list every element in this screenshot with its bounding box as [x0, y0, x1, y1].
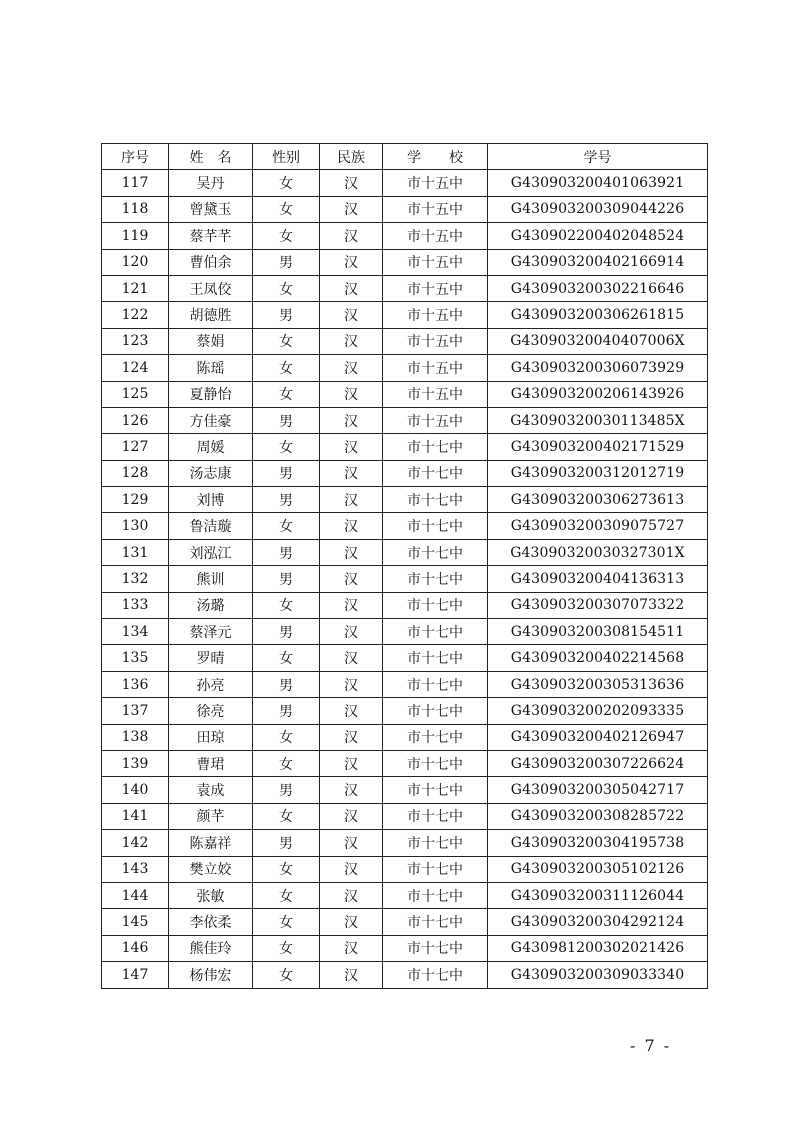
table-row: [102, 619, 708, 645]
cell-student-id: G430903200309075727: [488, 513, 708, 539]
cell-ethnicity: 汉: [320, 381, 383, 407]
cell-seq: 135: [102, 645, 169, 671]
cell-seq: 137: [102, 698, 169, 724]
cell-student-id: G43090320030113485X: [488, 407, 708, 433]
cell-student-id: G430903200304195738: [488, 830, 708, 856]
cell-ethnicity: 汉: [320, 698, 383, 724]
cell-seq: 142: [102, 830, 169, 856]
table-row: [102, 302, 708, 328]
cell-gender: 男: [253, 671, 320, 697]
cell-seq: 144: [102, 882, 169, 908]
cell-ethnicity: 汉: [320, 830, 383, 856]
cell-seq: 134: [102, 619, 169, 645]
cell-student-id: G430903200311126044: [488, 882, 708, 908]
cell-name: 蔡芊芊: [169, 223, 253, 249]
cell-student-id: G430903200308285722: [488, 803, 708, 829]
table-row: [102, 750, 708, 776]
cell-seq: 120: [102, 249, 169, 275]
cell-name: 李依柔: [169, 909, 253, 935]
cell-gender: 女: [253, 170, 320, 196]
cell-gender: 女: [253, 909, 320, 935]
cell-name: 蔡泽元: [169, 619, 253, 645]
cell-ethnicity: 汉: [320, 275, 383, 301]
cell-gender: 女: [253, 223, 320, 249]
table-row: [102, 566, 708, 592]
cell-ethnicity: 汉: [320, 170, 383, 196]
cell-ethnicity: 汉: [320, 566, 383, 592]
cell-gender: 女: [253, 750, 320, 776]
cell-seq: 132: [102, 566, 169, 592]
cell-school: 市十七中: [383, 434, 488, 460]
table-row: [102, 539, 708, 565]
table-row: [102, 328, 708, 354]
cell-student-id: G430903200402126947: [488, 724, 708, 750]
cell-seq: 127: [102, 434, 169, 460]
cell-gender: 女: [253, 724, 320, 750]
cell-school: 市十七中: [383, 856, 488, 882]
cell-seq: 141: [102, 803, 169, 829]
cell-school: 市十七中: [383, 619, 488, 645]
table-row: [102, 645, 708, 671]
cell-school: 市十七中: [383, 882, 488, 908]
cell-ethnicity: 汉: [320, 724, 383, 750]
cell-school: 市十七中: [383, 460, 488, 486]
cell-seq: 130: [102, 513, 169, 539]
cell-ethnicity: 汉: [320, 909, 383, 935]
page-number: - 7 -: [630, 1036, 672, 1055]
cell-name: 王凤佼: [169, 275, 253, 301]
table-row: [102, 487, 708, 513]
cell-ethnicity: 汉: [320, 302, 383, 328]
table-row: [102, 935, 708, 961]
cell-ethnicity: 汉: [320, 645, 383, 671]
table-row: [102, 592, 708, 618]
cell-school: 市十七中: [383, 935, 488, 961]
table-row: [102, 803, 708, 829]
cell-seq: 121: [102, 275, 169, 301]
cell-gender: 男: [253, 460, 320, 486]
cell-ethnicity: 汉: [320, 803, 383, 829]
cell-school: 市十七中: [383, 777, 488, 803]
cell-name: 曹珺: [169, 750, 253, 776]
cell-seq: 119: [102, 223, 169, 249]
table-header: [102, 144, 708, 170]
table-body: [102, 170, 708, 988]
cell-seq: 147: [102, 962, 169, 988]
table-row: [102, 962, 708, 988]
cell-name: 刘博: [169, 487, 253, 513]
cell-student-id: G430903200401063921: [488, 170, 708, 196]
cell-seq: 129: [102, 487, 169, 513]
table-row: [102, 196, 708, 222]
cell-ethnicity: 汉: [320, 487, 383, 513]
cell-gender: 男: [253, 302, 320, 328]
student-table: [101, 143, 708, 989]
cell-school: 市十七中: [383, 645, 488, 671]
table-row: [102, 882, 708, 908]
cell-student-id: G430903200305042717: [488, 777, 708, 803]
cell-gender: 女: [253, 935, 320, 961]
cell-student-id: G430903200305102126: [488, 856, 708, 882]
cell-name: 袁成: [169, 777, 253, 803]
cell-school: 市十五中: [383, 407, 488, 433]
cell-name: 鲁洁璇: [169, 513, 253, 539]
cell-ethnicity: 汉: [320, 777, 383, 803]
cell-gender: 男: [253, 487, 320, 513]
cell-ethnicity: 汉: [320, 856, 383, 882]
cell-name: 汤志康: [169, 460, 253, 486]
cell-student-id: G430903200308154511: [488, 619, 708, 645]
cell-school: 市十七中: [383, 803, 488, 829]
cell-seq: 128: [102, 460, 169, 486]
cell-student-id: G430903200312012719: [488, 460, 708, 486]
cell-name: 田琼: [169, 724, 253, 750]
cell-ethnicity: 汉: [320, 882, 383, 908]
cell-gender: 女: [253, 803, 320, 829]
cell-school: 市十五中: [383, 302, 488, 328]
cell-seq: 140: [102, 777, 169, 803]
table-row: [102, 777, 708, 803]
cell-gender: 女: [253, 592, 320, 618]
cell-name: 胡德胜: [169, 302, 253, 328]
cell-name: 蔡娟: [169, 328, 253, 354]
cell-seq: 126: [102, 407, 169, 433]
cell-school: 市十七中: [383, 909, 488, 935]
cell-name: 罗晴: [169, 645, 253, 671]
table-row: [102, 381, 708, 407]
cell-seq: 136: [102, 671, 169, 697]
cell-name: 樊立姣: [169, 856, 253, 882]
cell-seq: 125: [102, 381, 169, 407]
cell-student-id: G430903200404136313: [488, 566, 708, 592]
cell-name: 熊佳玲: [169, 935, 253, 961]
cell-school: 市十七中: [383, 487, 488, 513]
cell-seq: 139: [102, 750, 169, 776]
cell-school: 市十五中: [383, 223, 488, 249]
cell-seq: 117: [102, 170, 169, 196]
cell-ethnicity: 汉: [320, 460, 383, 486]
cell-school: 市十七中: [383, 750, 488, 776]
table-row: [102, 434, 708, 460]
cell-seq: 123: [102, 328, 169, 354]
cell-name: 曹伯余: [169, 249, 253, 275]
cell-gender: 男: [253, 566, 320, 592]
cell-seq: 131: [102, 539, 169, 565]
header-student-id: 学号: [488, 144, 708, 170]
cell-school: 市十七中: [383, 566, 488, 592]
cell-student-id: G430903200402166914: [488, 249, 708, 275]
table-row: [102, 170, 708, 196]
cell-gender: 男: [253, 619, 320, 645]
cell-gender: 女: [253, 882, 320, 908]
cell-student-id: G430903200307073322: [488, 592, 708, 618]
cell-ethnicity: 汉: [320, 619, 383, 645]
table-row: [102, 275, 708, 301]
cell-name: 刘泓江: [169, 539, 253, 565]
cell-ethnicity: 汉: [320, 434, 383, 460]
header-school: 学 校: [383, 144, 488, 170]
cell-school: 市十七中: [383, 671, 488, 697]
cell-gender: 女: [253, 275, 320, 301]
cell-name: 颜芊: [169, 803, 253, 829]
cell-student-id: G430903200306273613: [488, 487, 708, 513]
table-row: [102, 671, 708, 697]
table-row: [102, 513, 708, 539]
cell-seq: 143: [102, 856, 169, 882]
header-seq: 序号: [102, 144, 169, 170]
cell-name: 夏静怡: [169, 381, 253, 407]
cell-gender: 男: [253, 698, 320, 724]
table-row: [102, 698, 708, 724]
cell-gender: 女: [253, 645, 320, 671]
header-ethnicity: 民族: [320, 144, 383, 170]
cell-ethnicity: 汉: [320, 513, 383, 539]
cell-student-id: G430981200302021426: [488, 935, 708, 961]
cell-student-id: G430902200402048524: [488, 223, 708, 249]
cell-school: 市十五中: [383, 170, 488, 196]
cell-student-id: G430903200202093335: [488, 698, 708, 724]
cell-name: 孙亮: [169, 671, 253, 697]
cell-gender: 男: [253, 407, 320, 433]
cell-school: 市十五中: [383, 328, 488, 354]
cell-name: 方佳豪: [169, 407, 253, 433]
cell-school: 市十五中: [383, 381, 488, 407]
cell-student-id: G430903200307226624: [488, 750, 708, 776]
cell-student-id: G43090320030327301X: [488, 539, 708, 565]
table-row: [102, 856, 708, 882]
cell-ethnicity: 汉: [320, 962, 383, 988]
cell-ethnicity: 汉: [320, 935, 383, 961]
cell-ethnicity: 汉: [320, 223, 383, 249]
student-roster: [101, 143, 701, 989]
cell-name: 吴丹: [169, 170, 253, 196]
cell-name: 陈瑶: [169, 355, 253, 381]
table-row: [102, 249, 708, 275]
cell-student-id: G430903200309033340: [488, 962, 708, 988]
cell-student-id: G430903200402214568: [488, 645, 708, 671]
cell-name: 杨伟宏: [169, 962, 253, 988]
table-row: [102, 407, 708, 433]
cell-name: 汤璐: [169, 592, 253, 618]
cell-school: 市十七中: [383, 513, 488, 539]
cell-student-id: G430903200304292124: [488, 909, 708, 935]
table-row: [102, 909, 708, 935]
cell-gender: 男: [253, 830, 320, 856]
cell-ethnicity: 汉: [320, 249, 383, 275]
cell-school: 市十五中: [383, 249, 488, 275]
cell-student-id: G43090320040407006X: [488, 328, 708, 354]
cell-gender: 男: [253, 777, 320, 803]
cell-seq: 146: [102, 935, 169, 961]
cell-name: 张敏: [169, 882, 253, 908]
table-row: [102, 460, 708, 486]
table-row: [102, 724, 708, 750]
table-row: [102, 830, 708, 856]
cell-ethnicity: 汉: [320, 592, 383, 618]
table-row: [102, 355, 708, 381]
cell-school: 市十七中: [383, 962, 488, 988]
cell-student-id: G430903200306261815: [488, 302, 708, 328]
cell-seq: 145: [102, 909, 169, 935]
cell-ethnicity: 汉: [320, 539, 383, 565]
cell-student-id: G430903200402171529: [488, 434, 708, 460]
cell-school: 市十七中: [383, 830, 488, 856]
cell-ethnicity: 汉: [320, 196, 383, 222]
header-gender: 性别: [253, 144, 320, 170]
cell-gender: 男: [253, 249, 320, 275]
cell-ethnicity: 汉: [320, 671, 383, 697]
cell-school: 市十七中: [383, 539, 488, 565]
cell-seq: 122: [102, 302, 169, 328]
cell-seq: 133: [102, 592, 169, 618]
cell-student-id: G430903200206143926: [488, 381, 708, 407]
cell-name: 周媛: [169, 434, 253, 460]
cell-name: 陈嘉祥: [169, 830, 253, 856]
cell-gender: 女: [253, 962, 320, 988]
cell-ethnicity: 汉: [320, 328, 383, 354]
cell-ethnicity: 汉: [320, 750, 383, 776]
cell-seq: 118: [102, 196, 169, 222]
cell-school: 市十七中: [383, 592, 488, 618]
cell-gender: 女: [253, 513, 320, 539]
cell-student-id: G430903200302216646: [488, 275, 708, 301]
cell-school: 市十五中: [383, 196, 488, 222]
cell-gender: 女: [253, 434, 320, 460]
cell-gender: 女: [253, 355, 320, 381]
cell-school: 市十七中: [383, 698, 488, 724]
header-row: [102, 144, 708, 170]
cell-ethnicity: 汉: [320, 355, 383, 381]
cell-ethnicity: 汉: [320, 407, 383, 433]
cell-student-id: G430903200309044226: [488, 196, 708, 222]
cell-gender: 男: [253, 539, 320, 565]
cell-seq: 124: [102, 355, 169, 381]
table-row: [102, 223, 708, 249]
cell-name: 徐亮: [169, 698, 253, 724]
cell-school: 市十七中: [383, 724, 488, 750]
cell-name: 熊训: [169, 566, 253, 592]
cell-school: 市十五中: [383, 355, 488, 381]
cell-gender: 女: [253, 196, 320, 222]
cell-school: 市十五中: [383, 275, 488, 301]
cell-student-id: G430903200305313636: [488, 671, 708, 697]
cell-name: 曾黛玉: [169, 196, 253, 222]
header-name: 姓 名: [169, 144, 253, 170]
cell-gender: 女: [253, 856, 320, 882]
cell-student-id: G430903200306073929: [488, 355, 708, 381]
cell-gender: 女: [253, 381, 320, 407]
cell-gender: 女: [253, 328, 320, 354]
cell-seq: 138: [102, 724, 169, 750]
